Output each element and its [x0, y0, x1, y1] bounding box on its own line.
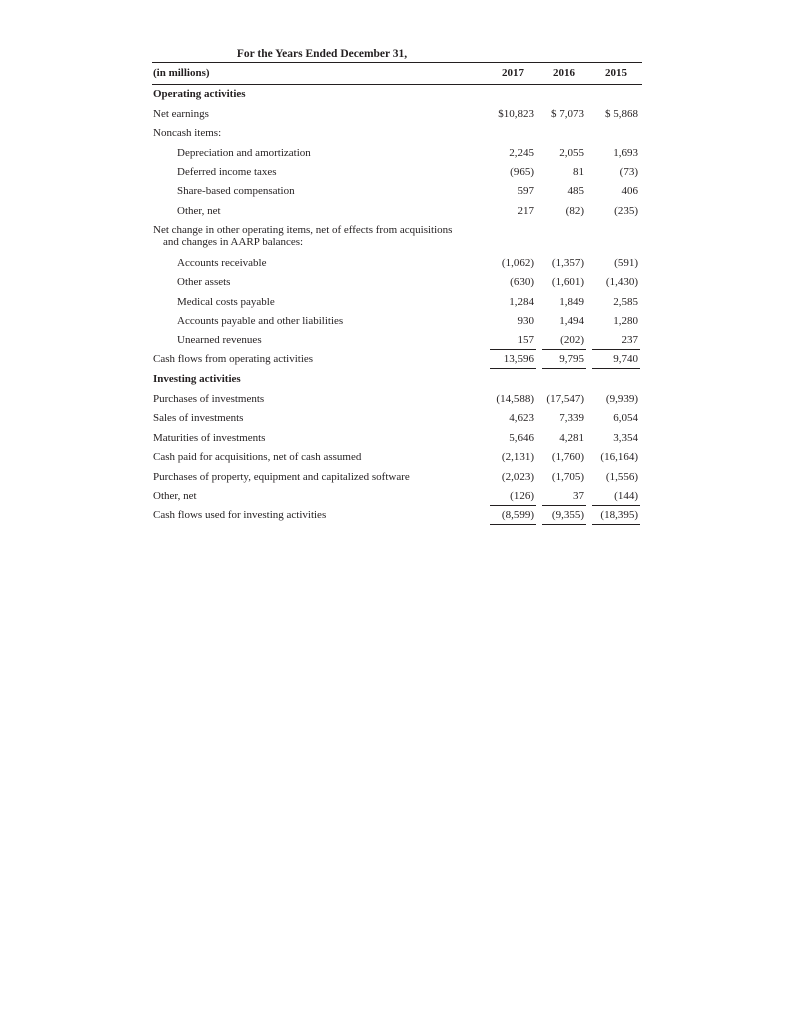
row-label: Net earnings: [153, 108, 209, 120]
row-ppe: [152, 471, 642, 485]
row-label-line-2: and changes in AARP balances:: [163, 236, 304, 248]
value-2017: (2,131): [501, 451, 534, 463]
row-cf-investing: [152, 509, 642, 523]
value-2017: $10,823: [498, 108, 534, 120]
total-rule-2015: [592, 368, 640, 369]
total-rule-2017: [490, 524, 536, 525]
row-label: Other assets: [177, 276, 231, 288]
value-2016: 81: [573, 166, 584, 178]
row-label: [153, 224, 483, 248]
value-2016: (1,705): [551, 471, 584, 483]
row-noncash: [152, 127, 642, 141]
header-top-rule: [152, 62, 642, 63]
value-2015: (235): [614, 205, 638, 217]
value-2017: 157: [517, 334, 534, 346]
value-2017: 5,646: [509, 432, 534, 444]
year-2016-header: 2016: [553, 67, 575, 79]
value-2015: (18,395): [600, 509, 638, 521]
value-2017: 597: [517, 185, 534, 197]
row-maturities-investments: [152, 432, 642, 446]
value-2017: (630): [510, 276, 534, 288]
row-medical-costs: [152, 296, 642, 310]
column-header-row: [152, 67, 642, 81]
value-2016: 2,055: [559, 147, 584, 159]
value-2015: $ 5,868: [605, 108, 638, 120]
subtotal-rule-2016: [542, 505, 586, 506]
value-2016: 1,849: [559, 296, 584, 308]
total-rule-2016: [542, 524, 586, 525]
value-2016: (202): [560, 334, 584, 346]
value-2017: (1,062): [501, 257, 534, 269]
row-label: Medical costs payable: [177, 296, 275, 308]
row-purchases-investments: [152, 393, 642, 407]
row-sales-investments: [152, 412, 642, 426]
row-accounts-receivable: [152, 257, 642, 271]
row-net-earnings: [152, 108, 642, 122]
value-2015: 1,280: [613, 315, 638, 327]
value-2016: 4,281: [559, 432, 584, 444]
value-2016: (9,355): [551, 509, 584, 521]
value-2015: (9,939): [605, 393, 638, 405]
value-2017: 1,284: [509, 296, 534, 308]
subtotal-rule-2016: [542, 349, 586, 350]
subtotal-rule-2015: [592, 505, 640, 506]
row-cf-operating: [152, 353, 642, 367]
value-2017: (126): [510, 490, 534, 502]
value-2015: (144): [614, 490, 638, 502]
row-share-comp: [152, 185, 642, 199]
value-2015: 6,054: [613, 412, 638, 424]
units-label: (in millions): [153, 67, 210, 79]
value-2017: 4,623: [509, 412, 534, 424]
section-investing: [152, 373, 642, 387]
row-label: Cash flows from operating activities: [153, 353, 314, 365]
value-2016: 37: [573, 490, 584, 502]
value-2016: (1,357): [551, 257, 584, 269]
value-2017: (965): [510, 166, 534, 178]
subtotal-rule-2015: [592, 349, 640, 350]
value-2016: 1,494: [559, 315, 584, 327]
row-unearned-revenues: [152, 334, 642, 348]
row-label: Cash flows used for investing activities: [153, 509, 327, 521]
value-2017: 930: [517, 315, 534, 327]
row-other-net-operating: [152, 205, 642, 219]
row-other-assets: [152, 276, 642, 290]
total-rule-2016: [542, 368, 586, 369]
row-acquisitions: [152, 451, 642, 465]
value-2017: (2,023): [501, 471, 534, 483]
value-2016: (1,601): [551, 276, 584, 288]
value-2015: 9,740: [613, 353, 638, 365]
row-label: Accounts receivable: [177, 257, 267, 269]
row-label: Other, net: [177, 205, 221, 217]
value-2015: 237: [621, 334, 638, 346]
row-label-line-1: Net change in other operating items, net of effects from acquisitions: [153, 224, 453, 236]
value-2016: 9,795: [559, 353, 584, 365]
row-label: Maturities of investments: [153, 432, 266, 444]
row-label: Depreciation and amortization: [177, 147, 311, 159]
value-2015: (16,164): [600, 451, 638, 463]
value-2015: (1,556): [605, 471, 638, 483]
total-rule-2017: [490, 368, 536, 369]
row-label: Purchases of property, equipment and capitalized software: [153, 471, 410, 483]
row-label: Unearned revenues: [177, 334, 262, 346]
subtotal-rule-2017: [490, 505, 536, 506]
row-label: Purchases of investments: [153, 393, 265, 405]
header-bottom-rule: [152, 84, 642, 85]
value-2016: 7,339: [559, 412, 584, 424]
row-net-change-heading: [152, 224, 642, 250]
value-2017: 2,245: [509, 147, 534, 159]
section-operating: [152, 88, 642, 102]
subtotal-rule-2017: [490, 349, 536, 350]
section-title: Investing activities: [153, 373, 241, 385]
value-2015: 1,693: [613, 147, 638, 159]
value-2016: (1,760): [551, 451, 584, 463]
year-2015-header: 2015: [605, 67, 627, 79]
value-2016: 485: [567, 185, 584, 197]
row-label: Noncash items:: [153, 127, 222, 139]
row-label: Sales of investments: [153, 412, 244, 424]
value-2017: (8,599): [501, 509, 534, 521]
row-label: Deferred income taxes: [177, 166, 277, 178]
row-label: Other, net: [153, 490, 197, 502]
value-2015: (591): [614, 257, 638, 269]
value-2017: 13,596: [503, 353, 534, 365]
value-2016: $ 7,073: [551, 108, 584, 120]
row-depreciation: [152, 147, 642, 161]
value-2015: 3,354: [613, 432, 638, 444]
row-label: Accounts payable and other liabilities: [177, 315, 344, 327]
value-2015: 406: [621, 185, 638, 197]
value-2017: (14,588): [496, 393, 534, 405]
value-2016: (82): [565, 205, 584, 217]
row-deferred-tax: [152, 166, 642, 180]
row-other-net-investing: [152, 490, 642, 504]
year-2017-header: 2017: [502, 67, 524, 79]
row-label: Share-based compensation: [177, 185, 295, 197]
value-2016: (17,547): [546, 393, 584, 405]
total-rule-2015: [592, 524, 640, 525]
value-2017: 217: [517, 205, 534, 217]
value-2015: (73): [619, 166, 638, 178]
period-title: For the Years Ended December 31,: [236, 48, 408, 60]
value-2015: 2,585: [613, 296, 638, 308]
value-2015: (1,430): [605, 276, 638, 288]
row-accounts-payable: [152, 315, 642, 329]
section-title: Operating activities: [153, 88, 246, 100]
row-label: Cash paid for acquisitions, net of cash assumed: [153, 451, 362, 463]
